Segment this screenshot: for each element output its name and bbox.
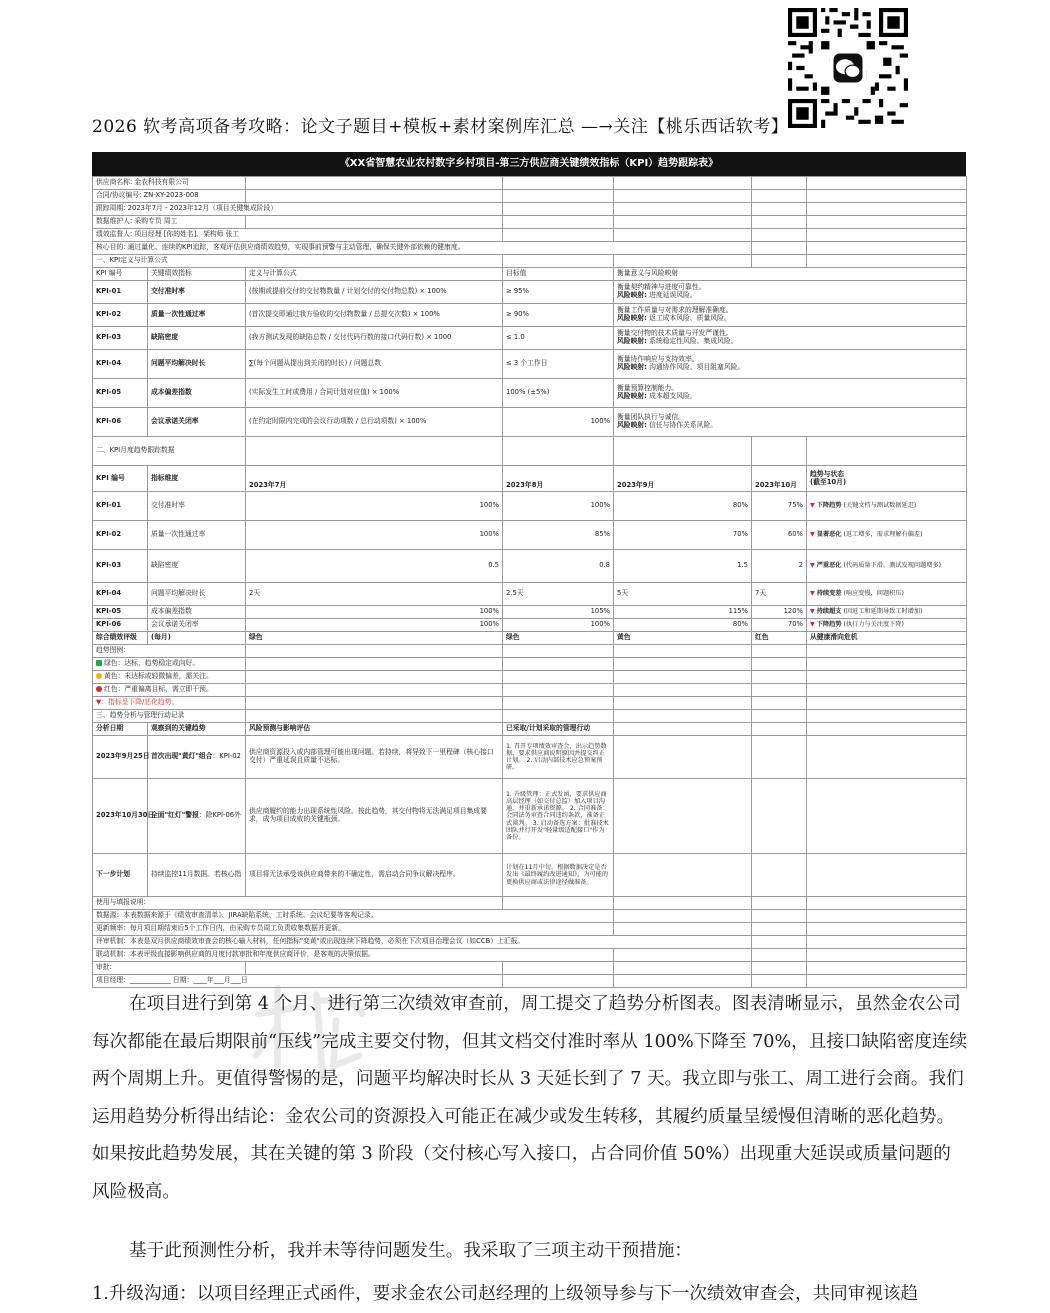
down-arrow-icon: ▼	[810, 608, 815, 616]
footer-row: 审批:	[93, 962, 967, 975]
down-arrow-icon: ▼	[810, 562, 815, 570]
page-header-promo: 2026 软考高项备考攻略：论文子题目+模板+素材案例库汇总 —→关注【桃乐西话软考】	[92, 117, 789, 137]
wechat-qr-code-icon	[788, 8, 908, 128]
action-header-row: 分析日期 观察到的关键趋势 风险预测与影响评估 已采取/计划采取的管理行动	[93, 723, 967, 736]
legend-item: 黄色：未达标或轻微偏差，需关注。	[93, 671, 967, 684]
section-heading: 二、KPI月度趋势跟踪数据	[93, 437, 967, 466]
legend-item: 红色：严重偏离目标，需立即干预。	[93, 684, 967, 697]
action-row: 2023年10月30日 全面"红灯"警报：除KPI-06外 供应商履约的能力出现系统性风险。按此趋势，其交付物将无法满足项目集成要求，成为项目成败的关键瓶颈。 1. 升级管理：正式发函，要求供应商高层经理（如交付总监）加入项目沟通，并重新承诺资源。 2. 合同准备：会同法务审查合同违约条款，准备正式谈判。 3. 启动备选方案：批准技术团队并行开发"轻量级适配接口"作为备份。	[93, 779, 967, 854]
trend-row: KPI-02 质量一次性通过率 100% 85% 70% 60% ▼ 显著恶化 (返工增多，需求理解有偏差)	[93, 521, 967, 550]
kpi-tracking-sheet	[92, 152, 966, 988]
kpi-definition-row: KPI-06 会议承诺关闭率 (在约定时限内完成的会议行动项数 / 总行动项数) × 100% 100% 衡量团队执行与诚信。 风险映射: 信任与协作关系风险。	[93, 408, 967, 437]
body-paragraph-3: 1.升级沟通：以项目经理正式函件，要求金农公司赵经理的上级领导参与下一次绩效审查会，共同审视该趋	[92, 1284, 919, 1304]
trend-row: KPI-04 问题平均解决时长 2天 2.5天 5天 7天 ▼ 持续变差 (响应变慢，问题积压)	[93, 583, 967, 606]
action-row: 2023年9月25日 首次出现"黄灯"组合：KPI-02 供应商资源投入或内部管理可能出现问题。若持续，将导致下一里程碑（核心接口交付）严重延误且质量不达标。 1. 召开专项绩效审查会，出示趋势数据，要求供应商说明原因并提交纠正计划。 2. 启动内部技术应急预案预研。	[93, 736, 967, 779]
green-check-icon	[96, 660, 102, 666]
legend-item: ▼：指标呈下降/恶化趋势。	[93, 697, 967, 710]
down-arrow-icon: ▼	[810, 502, 815, 510]
info-row: 供应商名称: 金农科技有限公司	[93, 177, 967, 190]
sheet-title: 《XX省智慧农业农村数字乡村项目-第三方供应商关键绩效指标（KPI）趋势跟踪表》	[92, 152, 966, 176]
kpi-definition-row: KPI-05 成本偏差指数 (实际发生工时或费用 / 合同计划对应值) × 100% 100% (±5%) 衡量预算控制能力。 风险映射: 成本超支风险。	[93, 379, 967, 408]
trend-row: KPI-05 成本偏差指数 100% 105% 115% 120% ▼ 持续超支 (因返工和延期导致工时增加)	[93, 606, 967, 619]
body-paragraph-2: 基于此预测性分析，我并未等待问题发生。我采取了三项主动干预措施：	[129, 1241, 693, 1261]
section-heading: 一、KPI定义与计算公式	[93, 255, 967, 268]
down-arrow-icon: ▼	[810, 531, 815, 539]
body-paragraph-1: 在项目进行到第 4 个月、进行第三次绩效审查前，周工提交了趋势分析图表。图表清晰显示，虽然金农公司每次都能在最后期限前“压线”完成主要交付物，但其文档交付准时率从 100%下降至 70%，且接口缺陷密度连续两个周期上升。更值得警惕的是，问题平均解决时长从 3 天延长到了 7 天。我立即与张工、周工进行会商。我们运用趋势分析得出结论：金农公司的资源投入可能正在减少或发生转移，其履约质量呈缓慢但清晰的恶化趋势。如果按此趋势发展，其在关键的第 3 阶段（交付核心写入接口，占合同价值 50%）出现重大延误或质量问题的风险极高。	[92, 994, 968, 1202]
footer-row: 更新频率：每月项目期结束后5个工作日内，由采购专员周工负责收集数据并更新。	[93, 923, 967, 936]
trend-row: KPI-06 会议承诺关闭率 100% 100% 80% 70% ▼ 下降趋势 (执行力与关注度下降)	[93, 619, 967, 632]
trend-row: KPI-01 交付准时率 100% 100% 80% 75% ▼ 下降趋势 (关键文档与测试数据延迟)	[93, 492, 967, 521]
legend-item: 绿色：达标，趋势稳定或向好。	[93, 658, 967, 671]
footer-row: 评审机制：本表是双月供应商绩效审查会的核心输入材料，任何指标"变黄"或出现连续下降趋势，必须在下次项目治理会议（如CCB）上汇报。	[93, 936, 967, 949]
footer-row: 联动机制：本表评级直接影响供应商的月度付款审批和年度供应商评价，是客观的决策依据。	[93, 949, 967, 962]
info-row: 合同/协议编号: ZN-XY-2023-008	[93, 190, 967, 203]
info-row: 跟踪周期: 2023年7月 - 2023年12月（项目关键集成阶段）	[93, 203, 967, 216]
kpi-table	[92, 176, 967, 988]
overall-rating-row: 综合绩效评级 (每月) 绿色 绿色 黄色 红色 从健康滑向危机	[93, 632, 967, 645]
kpi-definition-row: KPI-01 交付准时率 (按期或提前交付的交付物数量 / 计划交付的交付物总数) × 100% ≥ 95% 衡量契约精神与进度可靠性。 风险映射: 进度延误风险。	[93, 281, 967, 304]
red-circle-icon	[96, 686, 102, 692]
down-arrow-icon: ▼	[810, 590, 815, 598]
kpi-definition-row: KPI-04 问题平均解决时长 ∑(每个问题从提出到关闭的时长) / 问题总数 ≤ 3 个工作日 衡量协作响应与支持效率。 风险映射: 沟通协作风险、项目阻塞风险。	[93, 350, 967, 379]
info-row: 核心目的: 通过量化、连续的KPI追踪，客观评估供应商绩效趋势，实现事前预警与主动管理，确保关键外部依赖的健康度。	[93, 242, 967, 255]
footer-row: 数据源：本表数据来源于《绩效审查清单》、JIRA缺陷系统、工时系统、会议纪要等客观记录。	[93, 910, 967, 923]
kpi-header-row: KPI 编号 关键绩效指标 定义与计算公式 目标值 衡量意义与风险映射	[93, 268, 967, 281]
footer-row: 使用与填报说明:	[93, 897, 967, 910]
trend-header-row: KPI 编号 指标维度 2023年7月 2023年8月 2023年9月 2023年10月 趋势与状态 (截至10月)	[93, 466, 967, 492]
down-arrow-icon: ▼	[810, 621, 815, 629]
action-row: 下一步计划 持续监控11月数据。若核心指 项目将无法承受该供应商带来的不确定性，需启动合同争议解决程序。 计划在11月中旬，根据数据决定是否发出《最终履约改进通知》，为可能的更换供应商或法律途径做准备。	[93, 854, 967, 897]
footer-row: 项目经理：____________ 日期：____年___月___日	[93, 975, 967, 988]
legend-title: 趋势图例:	[93, 645, 967, 658]
kpi-definition-row: KPI-02 质量一次性通过率 (首次提交即通过我方验收的交付物数量 / 总提交次数) × 100% ≥ 90% 衡量工作质量与对需求的理解准确度。 风险映射: 返工成本风险、质量风险。	[93, 304, 967, 327]
trend-row: KPI-03 缺陷密度 0.5 0.8 1.5 2 ▼ 严重恶化 (代码质量下滑，测试发现问题增多)	[93, 550, 967, 583]
info-row: 数据维护人: 采购专员 周工	[93, 216, 967, 229]
yellow-circle-icon	[96, 673, 102, 679]
info-row: 绩效监督人: 项目经理 [你的姓名]、架构师 张工	[93, 229, 967, 242]
kpi-definition-row: KPI-03 缺陷密度 (我方测试发现的缺陷总数 / 交付代码行数的接口代码行数) × 1000 ≤ 1.0 衡量交付物的技术质量与开发严谨性。 风险映射: 系统稳定性风险、集成风险。	[93, 327, 967, 350]
section-heading: 三、趋势分析与管理行动记录	[93, 710, 967, 723]
